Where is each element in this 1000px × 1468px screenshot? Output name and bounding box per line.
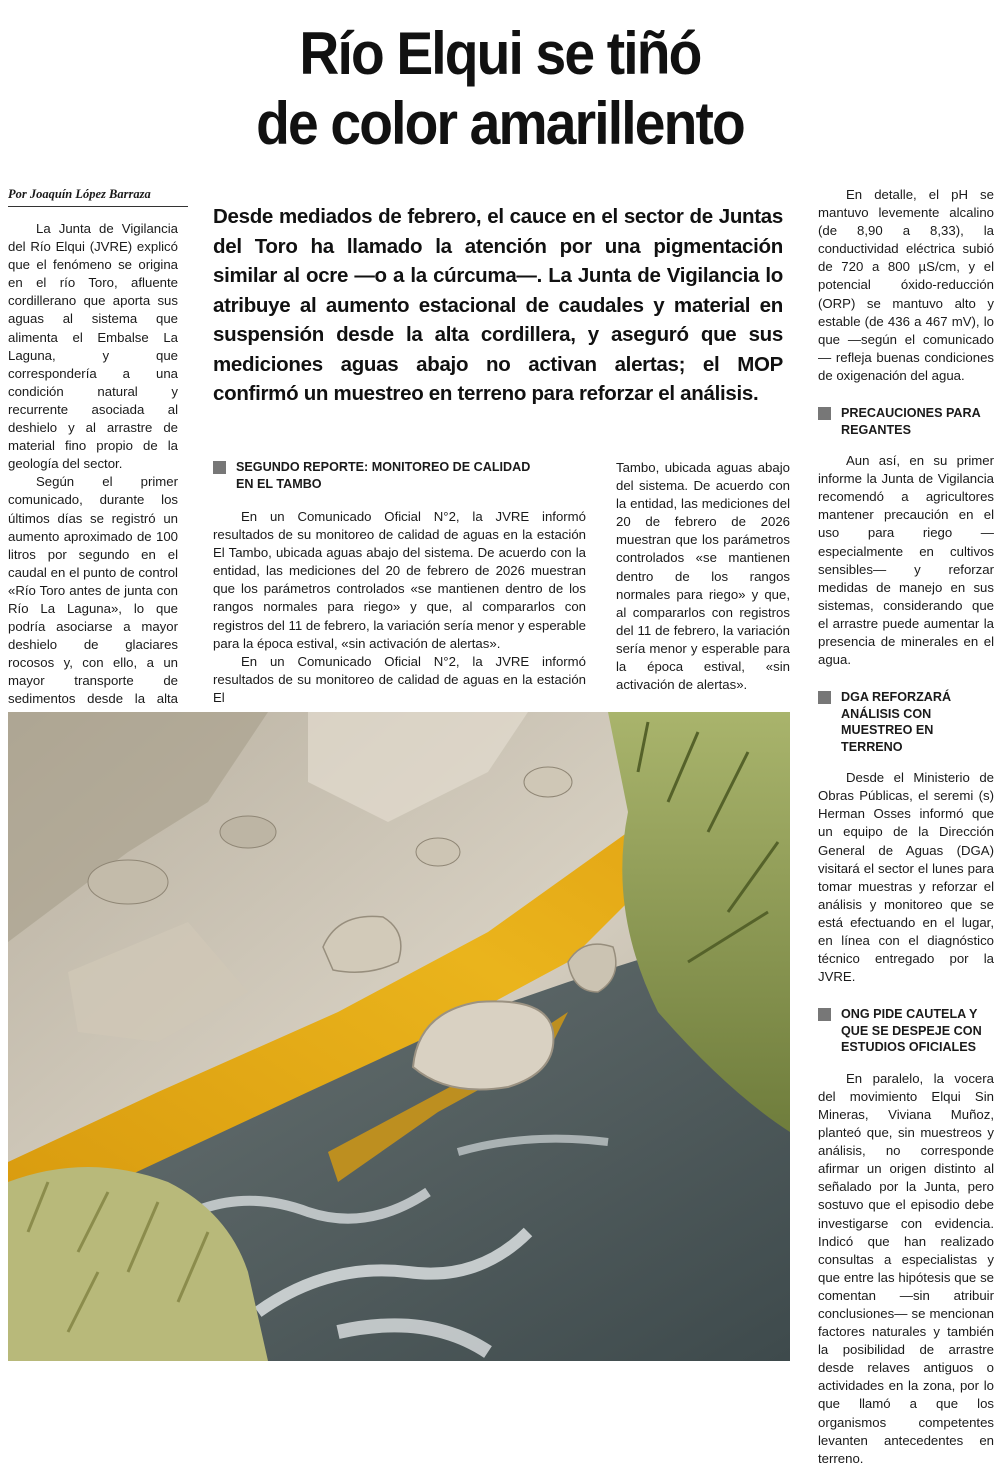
left-paragraph: Según el primer comunicado, durante los últimos días se registró un aumento aproximado de 100 litros por segundo en el caudal en el punto de control «Río Toro antes de junta con Río La Laguna», lo que podría asociarse a mayor deshielo de glaciares rocosos y, con ello, a un mayor transporte de sedimentos desde la alta — [8, 474, 178, 707]
subhead-precauciones — [818, 405, 994, 438]
headline-line-2: de color amarillento — [256, 90, 744, 157]
middle-paragraph: Tambo, ubicada aguas abajo del sistema. De acuerdo con la entidad, las mediciones del 20 de febrero de 2026 muestran que los parámetros controlados «se mantienen dentro de los rangos normales para riego» y que, al compararlos con registros del 11 de febrero, la variación sería menor y esperable para la época estival, «sin activación de alertas». — [616, 460, 790, 693]
middle-column — [213, 508, 586, 707]
subhead-dga — [818, 689, 994, 755]
right-paragraph: Aun así, en su primer informe la Junta de Vigilancia recomendó a agricultores mantener precaución en el uso para riego —especialmente en cultivos sensibles— y reforzar medidas de manejo en sus sistemas, considerando que el arrastre puede aumentar la presencia de minerales en el agua. — [818, 453, 994, 668]
lead-paragraph: Desde mediados de febrero, el cauce en el sector de Juntas del Toro ha llamado la atención por una pigmentación similar al ocre —o a la cúrcuma—. La Junta de Vigilancia lo atribuye al aumento estacional de caudales y material en suspensión desde la alta cordillera, y aseguró que sus mediciones aguas abajo no activan alertas; el MOP confirmó un muestreo en terreno para reforzar el análisis. — [213, 205, 783, 405]
subhead-text: ONG PIDE CAUTELA Y QUE SE DESPEJE CON ESTUDIOS OFICIALES — [841, 1007, 982, 1055]
subhead-text: DGA REFORZARÁ ANÁLISIS CON MUESTREO EN TERRENO — [841, 690, 952, 754]
river-photo — [8, 712, 790, 1361]
right-paragraph: En detalle, el pH se mantuvo levemente alcalino (de 8,90 a 8,33), la conductividad eléctrica subió de 720 a 800 µS/cm, y el potencial óxido-reducción (ORP) se mantuvo alto y estable (de 436 a 467 mV), lo que —según el comunicado— refleja buenas condiciones de oxigenación del agua. — [818, 187, 994, 383]
subhead-segundo-reporte — [213, 459, 543, 492]
left-column — [8, 220, 178, 727]
left-paragraph: La Junta de Vigilancia del Río Elqui (JVRE) explicó que el fenómeno se origina en el río Toro, afluente cordillerano que aporta sus aguas al sistema que alimenta el Embalse La Laguna, y que correspondería a una condición natural y recurrente asociada al deshielo y al arrastre de material fino propio de la geología del sector. — [8, 221, 178, 472]
headline-line-1: Río Elqui se tiñó — [299, 20, 701, 87]
square-bullet-icon — [818, 407, 831, 420]
headline — [40, 22, 960, 156]
river-photo-illustration — [8, 712, 790, 1361]
square-bullet-icon — [818, 691, 831, 704]
subhead-text: SEGUNDO REPORTE: MONITOREO DE CALIDAD EN EL TAMBO — [236, 460, 531, 491]
middle-paragraph: En un Comunicado Oficial N°2, la JVRE informó resultados de su monitoreo de calidad de aguas en la estación El — [213, 653, 586, 705]
square-bullet-icon — [818, 1008, 831, 1021]
subhead-ong — [818, 1006, 994, 1056]
middle-paragraph: En un Comunicado Oficial N°2, la JVRE informó resultados de su monitoreo de calidad de aguas en la estación El Tambo, ubicada aguas abajo del sistema. De acuerdo con la entidad, las mediciones del 20 de febrero de 2026 muestran que los parámetros controlados «se mantienen dentro de los rangos normales para riego» y que, al compararlos con registros del 11 de febrero, la variación sería menor y esperable para la época estival, «sin activación de alertas». — [213, 509, 586, 651]
square-bullet-icon — [213, 461, 226, 474]
byline: Por Joaquín López Barraza — [8, 187, 188, 207]
subhead-text: PRECAUCIONES PARA REGANTES — [841, 406, 981, 437]
right-paragraph: Desde el Ministerio de Obras Públicas, el seremi (s) Herman Osses informó que un equipo de la Dirección General de Aguas (DGA) visitará el sector el lunes para tomar muestras y reforzar el análisis y monitoreo que se está efectuando en el lugar, en línea con el diagnóstico técnico entregado por la JVRE. — [818, 770, 994, 985]
right-column — [818, 186, 994, 1468]
right-paragraph: En paralelo, la vocera del movimiento Elqui Sin Mineras, Viviana Muñoz, planteó que, sin muestreos y análisis, no corresponde afirmar un origen distinto al señalado por la Junta, pero sostuvo que el episodio debe investigarse con evidencia. Indicó que han realizado consultas a especialistas y que entre las hipótesis que se comentan —sin atribuir conclusiones— se mencionan factores naturales y también la posibilidad de arrastre desde relaves antiguos o actividades en la zona, por lo que llamó a que los organismos competentes levanten antecedentes en terreno. — [818, 1070, 994, 1466]
middle-right-column — [616, 459, 790, 694]
